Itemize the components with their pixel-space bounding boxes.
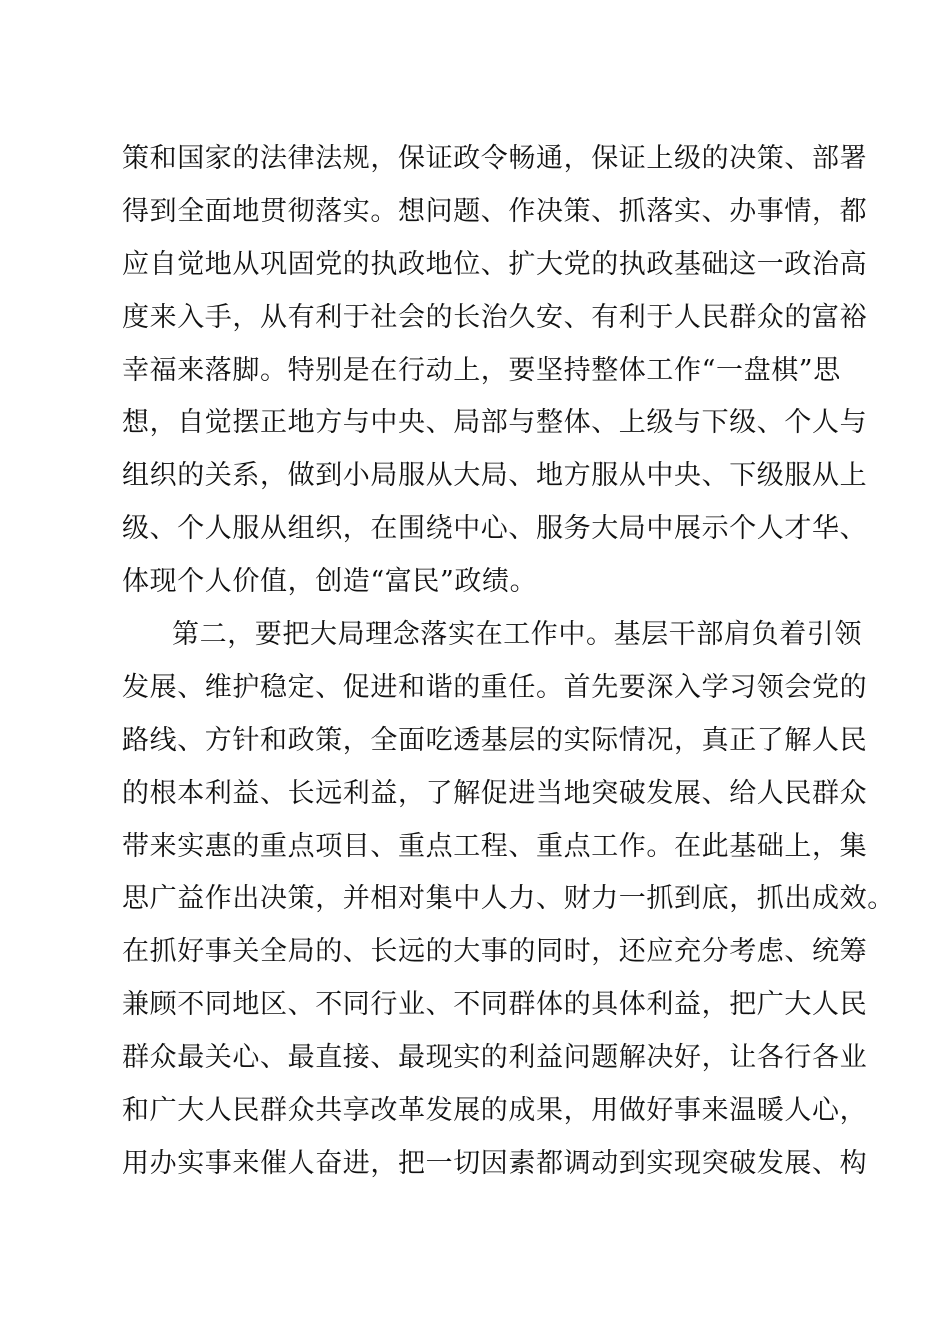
paragraph-start-line: 第二，要把大局理念落实在工作中。基层干部肩负着引领 — [172, 619, 862, 651]
text-line: 带来实惠的重点项目、重点工程、重点工作。在此基础上，集 — [122, 830, 868, 862]
text-line: 用办实事来催人奋进，把一切因素都调动到实现突破发展、构 — [122, 1147, 868, 1179]
text-line: 级、个人服从组织，在围绕中心、服务大局中展示个人才华、 — [122, 513, 868, 545]
text-line: 策和国家的法律法规，保证政令畅通，保证上级的决策、部署 — [122, 143, 868, 174]
text-line: 思广益作出决策，并相对集中人力、财力一抓到底，抓出成效。 — [122, 883, 895, 915]
text-line: 幸福来落脚。特别是在行动上，要坚持整体工作“一盘棋”思 — [122, 354, 841, 386]
text-line: 得到全面地贯彻落实。想问题、作决策、抓落实、办事情，都 — [122, 195, 868, 227]
text-line: 的根本利益、长远利益，了解促进当地突破发展、给人民群众 — [122, 777, 868, 809]
text-line: 想，自觉摆正地方与中央、局部与整体、上级与下级、个人与 — [122, 407, 868, 439]
text-line: 体现个人价值，创造“富民”政绩。 — [122, 566, 538, 598]
text-line: 和广大人民群众共享改革发展的成果，用做好事来温暖人心， — [122, 1095, 868, 1127]
text-line: 路线、方针和政策，全面吃透基层的实际情况，真正了解人民 — [122, 724, 868, 756]
text-line: 群众最关心、最直接、最现实的利益问题解决好，让各行各业 — [122, 1042, 868, 1074]
text-line: 应自觉地从巩固党的执政地位、扩大党的执政基础这一政治高 — [122, 248, 868, 280]
text-line: 兼顾不同地区、不同行业、不同群体的具体利益，把广大人民 — [122, 989, 868, 1021]
text-line: 在抓好事关全局的、长远的大事的同时，还应充分考虑、统筹 — [122, 936, 868, 968]
text-line: 组织的关系，做到小局服从大局、地方服从中央、下级服从上 — [122, 460, 868, 492]
body-text — [122, 136, 895, 1194]
text-line: 发展、维护稳定、促进和谐的重任。首先要深入学习领会党的 — [122, 671, 868, 703]
text-line: 度来入手，从有利于社会的长治久安、有利于人民群众的富裕 — [122, 301, 868, 333]
